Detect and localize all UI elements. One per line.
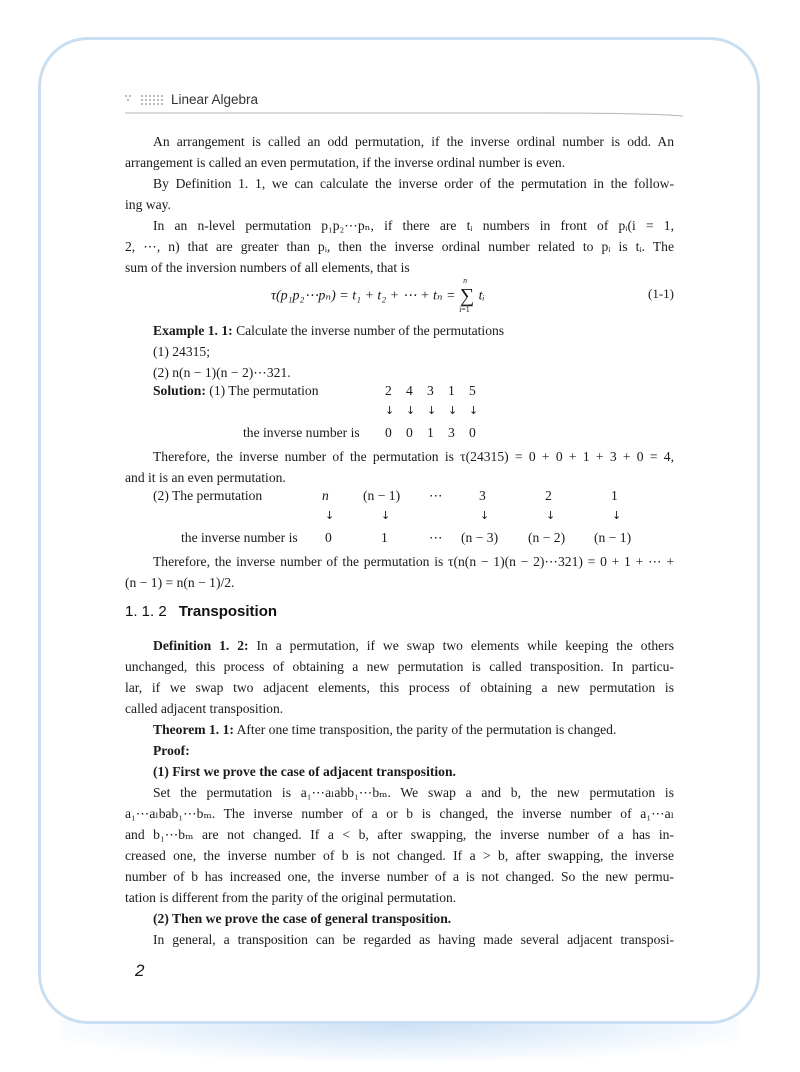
sum-lower: i=1 bbox=[459, 305, 470, 314]
paragraph-line: sum of the inversion numbers of all elements, that is bbox=[125, 260, 410, 275]
paragraph-line: Therefore, the inverse number of the permutation is τ(24315) = 0 + 0 + 1 + 3 + 0 = 4, bbox=[153, 449, 674, 464]
down-arrow-icon: ↓ bbox=[385, 404, 395, 417]
paragraph-line: lar, if we swap two adjacent elements, this process of obtaining a new permutation is bbox=[125, 680, 674, 695]
summation-symbol: n ∑ i=1 bbox=[459, 276, 475, 314]
proof-case-heading: (1) First we prove the case of adjacent transposition. bbox=[153, 764, 456, 779]
paragraph-line: In an n-level permutation p₁p₂⋯pₙ, if there are tᵢ numbers in front of pᵢ(i = 1, bbox=[153, 218, 674, 233]
paragraph-line: called adjacent transposition. bbox=[125, 701, 284, 716]
example-label: Example 1. 1: bbox=[153, 323, 233, 338]
inv-cell: (n − 1) bbox=[594, 530, 632, 545]
definition-label: Definition 1. 2: bbox=[153, 638, 249, 653]
proof-case-heading: (2) Then we prove the case of general transposition. bbox=[153, 911, 452, 926]
section-number: 1. 1. 2 bbox=[125, 603, 167, 620]
perm-cell: ⋯ bbox=[429, 488, 443, 503]
paragraph-line: (n − 1) = n(n − 1)/2. bbox=[125, 575, 235, 590]
inv-cell: (n − 3) bbox=[461, 530, 499, 545]
inv-cell: 1 bbox=[427, 425, 434, 440]
perm-cell: 2 bbox=[545, 488, 552, 503]
proof-label: Proof: bbox=[153, 743, 190, 758]
example-item: (2) n(n − 1)(n − 2)⋯321. bbox=[153, 365, 291, 380]
example-text: Calculate the inverse number of the permutations bbox=[236, 323, 505, 338]
paragraph-line: unchanged, this process of obtaining a new permutation is called transposition. In particu- bbox=[125, 659, 674, 674]
paragraph-line: creased one, the inverse number of b is not changed. If a > b, after swapping, the inverse bbox=[125, 848, 674, 863]
part1-label: (1) The permutation bbox=[209, 383, 319, 398]
theorem-text: After one time transposition, the parity of the permutation is changed. bbox=[236, 722, 617, 737]
perm-cell: 4 bbox=[406, 383, 413, 398]
paragraph-line: An arrangement is called an odd permutation, if the inverse ordinal number is odd. An bbox=[153, 134, 674, 149]
paragraph-line: 2, ⋯, n) that are greater than pᵢ, then the inverse ordinal number related to pᵢ is tᵢ. The bbox=[125, 239, 674, 254]
perm-cell: 3 bbox=[427, 383, 434, 398]
perm-cell: 2 bbox=[385, 383, 392, 398]
sum-term: tᵢ bbox=[478, 288, 485, 304]
permutation-table-2 bbox=[125, 488, 674, 551]
paragraph-line: Set the permutation is a₁⋯aₗabb₁⋯bₘ. We swap a and b, the new permutation is bbox=[153, 785, 674, 800]
paragraph-line: tation is different from the parity of the original permutation. bbox=[125, 890, 457, 905]
section-body bbox=[125, 635, 674, 950]
permutation-table-1 bbox=[125, 383, 674, 446]
header-rule bbox=[125, 112, 685, 118]
perm-cell: (n − 1) bbox=[363, 488, 401, 503]
inv-cell: 0 bbox=[325, 530, 332, 545]
solution-label-text: Solution: bbox=[153, 383, 206, 398]
theorem-line bbox=[125, 719, 674, 740]
inv-cell: 0 bbox=[406, 425, 413, 440]
equation-1-1 bbox=[125, 278, 674, 320]
inv-cell: 0 bbox=[385, 425, 392, 440]
solution-label bbox=[153, 383, 319, 399]
inv-cell: 1 bbox=[381, 530, 388, 545]
paragraph-line: arrangement is called an even permutation, if the inverse ordinal number is even. bbox=[125, 155, 566, 170]
down-arrow-icon: ↓ bbox=[406, 404, 416, 417]
inv-cell: ⋯ bbox=[429, 530, 443, 545]
sum-upper: n bbox=[463, 276, 468, 285]
inv-cell: 3 bbox=[448, 425, 455, 440]
paragraph-line: ing way. bbox=[125, 197, 171, 212]
definition-text: In a permutation, if we swap two elements while keeping the others bbox=[256, 638, 674, 653]
paragraph-line: and b₁⋯bₘ are not changed. If a < b, after swapping, the inverse number of a has in- bbox=[125, 827, 674, 842]
down-arrow-icon: ↓ bbox=[480, 509, 490, 522]
example-line bbox=[125, 320, 674, 341]
down-arrow-icon: ↓ bbox=[427, 404, 437, 417]
section-title-text: Transposition bbox=[178, 603, 278, 620]
down-arrow-icon: ↓ bbox=[469, 404, 479, 417]
paragraph-line: a₁⋯aₗbab₁⋯bₘ. The inverse number of a or b is changed, the inverse number of a₁⋯aₗ bbox=[125, 806, 674, 821]
perm-cell bbox=[322, 488, 329, 504]
running-header bbox=[125, 92, 685, 122]
down-arrow-icon: ↓ bbox=[325, 509, 335, 522]
paragraph-line: In general, a transposition can be regarded as having made several adjacent transposi- bbox=[153, 932, 674, 947]
paragraph-line: and it is an even permutation. bbox=[125, 470, 286, 485]
definition-line bbox=[125, 635, 674, 656]
paragraph-line: number of b has increased one, the inverse number of a is not changed. So the new permu- bbox=[125, 869, 674, 884]
example-item: (1) 24315; bbox=[153, 344, 211, 359]
header-dots-icon bbox=[125, 94, 167, 108]
equation-lhs: τ(p₁p₂⋯pₙ) = t₁ + t₂ + ⋯ + tₙ = bbox=[271, 288, 460, 304]
perm-cell-text: n bbox=[322, 488, 329, 503]
down-arrow-icon: ↓ bbox=[546, 509, 556, 522]
part2-label: (2) The permutation bbox=[153, 488, 263, 503]
perm-cell: 1 bbox=[611, 488, 618, 503]
equation-number: (1-1) bbox=[648, 286, 674, 301]
inv-cell: 0 bbox=[469, 425, 476, 440]
down-arrow-icon: ↓ bbox=[612, 509, 622, 522]
down-arrow-icon: ↓ bbox=[448, 404, 458, 417]
theorem-label: Theorem 1. 1: bbox=[153, 722, 234, 737]
section-heading bbox=[125, 603, 277, 620]
down-arrow-icon: ↓ bbox=[381, 509, 391, 522]
header-title: Linear Algebra bbox=[171, 92, 259, 107]
equation-expression bbox=[271, 276, 485, 314]
perm-cell: 3 bbox=[479, 488, 486, 503]
inverse-label: the inverse number is bbox=[243, 425, 360, 440]
inv-cell: (n − 2) bbox=[528, 530, 566, 545]
perm-cell: 5 bbox=[469, 383, 476, 398]
perm-cell: 1 bbox=[448, 383, 455, 398]
inverse-label: the inverse number is bbox=[181, 530, 298, 545]
intro-text bbox=[125, 131, 674, 593]
paragraph-line: Therefore, the inverse number of the permutation is τ(n(n − 1)(n − 2)⋯321) = 0 + 1 + ⋯ + bbox=[153, 554, 674, 569]
paragraph-line: By Definition 1. 1, we can calculate the inverse order of the permutation in the follow- bbox=[153, 176, 674, 191]
page-number: 2 bbox=[135, 961, 145, 980]
